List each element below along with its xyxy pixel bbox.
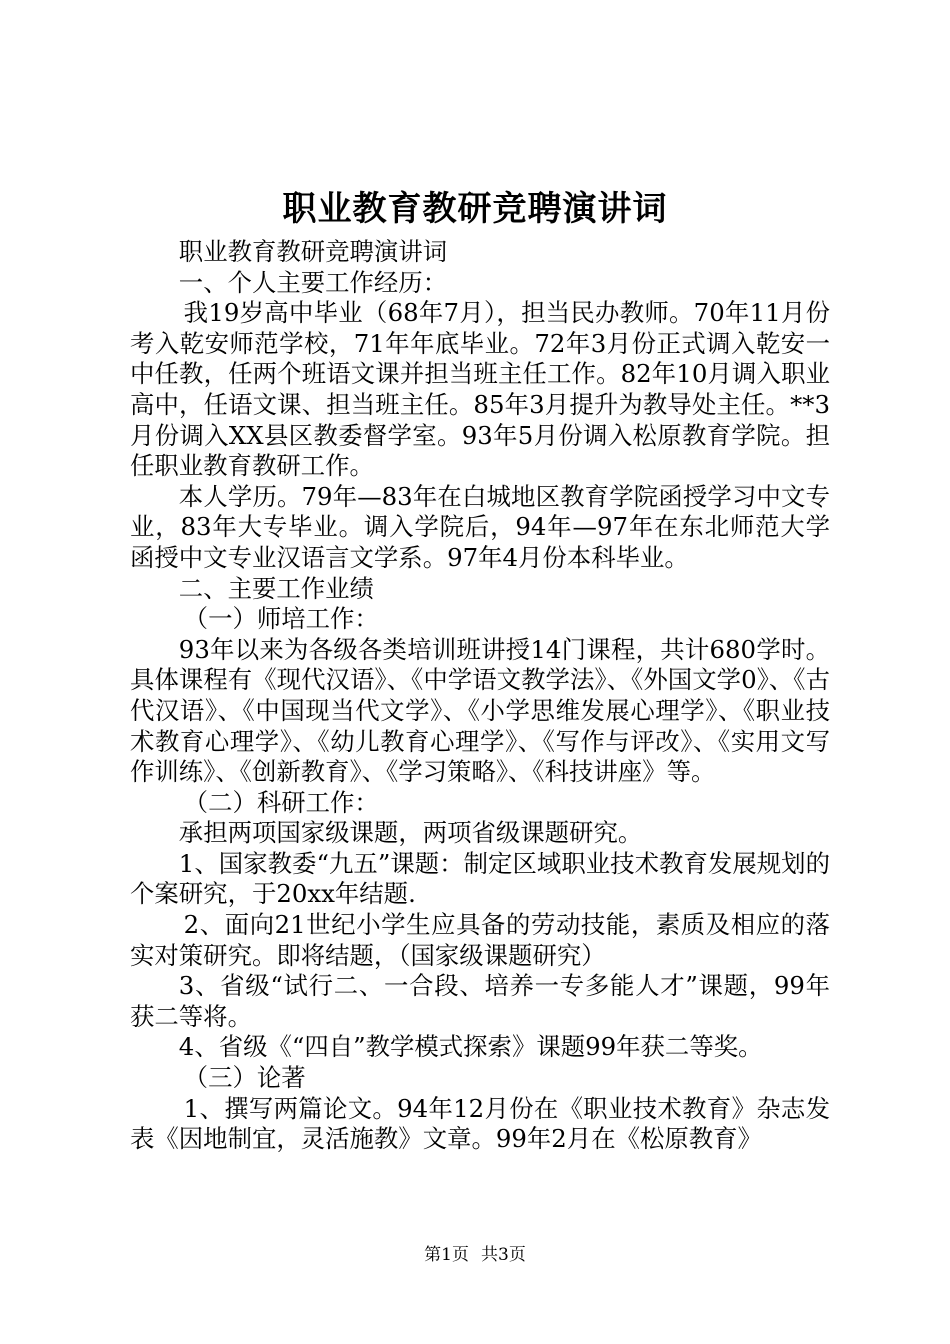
page-footer — [0, 1240, 950, 1270]
paragraph: 2、面向21世纪小学生应具备的劳动技能，素质及相应的落实对策研究。即将结题，（国家级课题研究） — [130, 910, 830, 970]
paragraph: 本人学历。79年—83年在白城地区教育学院函授学习中文专业，83年大专毕业。调入学院后，94年—97年在东北师范大学函授中文专业汉语言文学系。97年4月份本科毕业。 — [130, 481, 830, 572]
paragraph: （二）科研工作： — [183, 787, 379, 817]
document-body — [130, 237, 830, 1155]
paragraph: 我19岁高中毕业（68年7月），担当民办教师。70年11月份考入乾安师范学校，71年年底毕业。72年3月份正式调入乾安一中任教，任两个班语文课并担当班主任工作。82年10月调入职业高中，任语文课、担当班主任。85年3月提升为教导处主任。**3月份调入XX县区教委督学室。93年5月份调入松原教育学院。担任职业教育教研工作。 — [130, 298, 830, 481]
paragraph: 93年以来为各级各类培训班讲授14门课程，共计680学时。具体课程有《现代汉语》、《中学语文教学法》、《外国文学0》、《古代汉语》、《中国现当代文学》、《小学思维发展心理学》、《职业技术教育心理学》、《幼儿教育心理学》、《写作与评改》、《实用文写作训练》、《创新教育》、《学习策略》、《科技讲座》等。 — [130, 634, 830, 787]
paragraph: 二、主要工作业绩 — [178, 573, 374, 603]
paragraph: 承担两项国家级课题，两项省级课题研究。 — [178, 818, 643, 848]
paragraph: 3、省级“试行二、一合段、培养一专多能人才”课题，99年获二等将。 — [130, 971, 830, 1031]
paragraph: 职业教育教研竞聘演讲词 — [178, 237, 448, 266]
document-title: 职业教育教研竞聘演讲词 — [282, 189, 668, 229]
paragraph: 1、国家教委“九五”课题：制定区域职业技术教育发展规划的个案研究，于20xx年结题. — [130, 848, 830, 909]
page-number: 第1页 — [424, 1245, 469, 1265]
paragraph: 一、个人主要工作经历： — [178, 267, 448, 297]
paragraph: 1、撰写两篇论文。94年12月份在《职业技术教育》杂志发表《因地制宜，灵活施教》文章。99年2月在《松原教育》 — [130, 1093, 830, 1154]
page-total: 共3页 — [481, 1245, 526, 1265]
paragraph: （三）论著 — [183, 1063, 306, 1093]
paragraph: （一）师培工作： — [183, 604, 379, 634]
paragraph: 4、省级《“四自”教学模式探索》课题99年获二等奖。 — [178, 1032, 763, 1062]
